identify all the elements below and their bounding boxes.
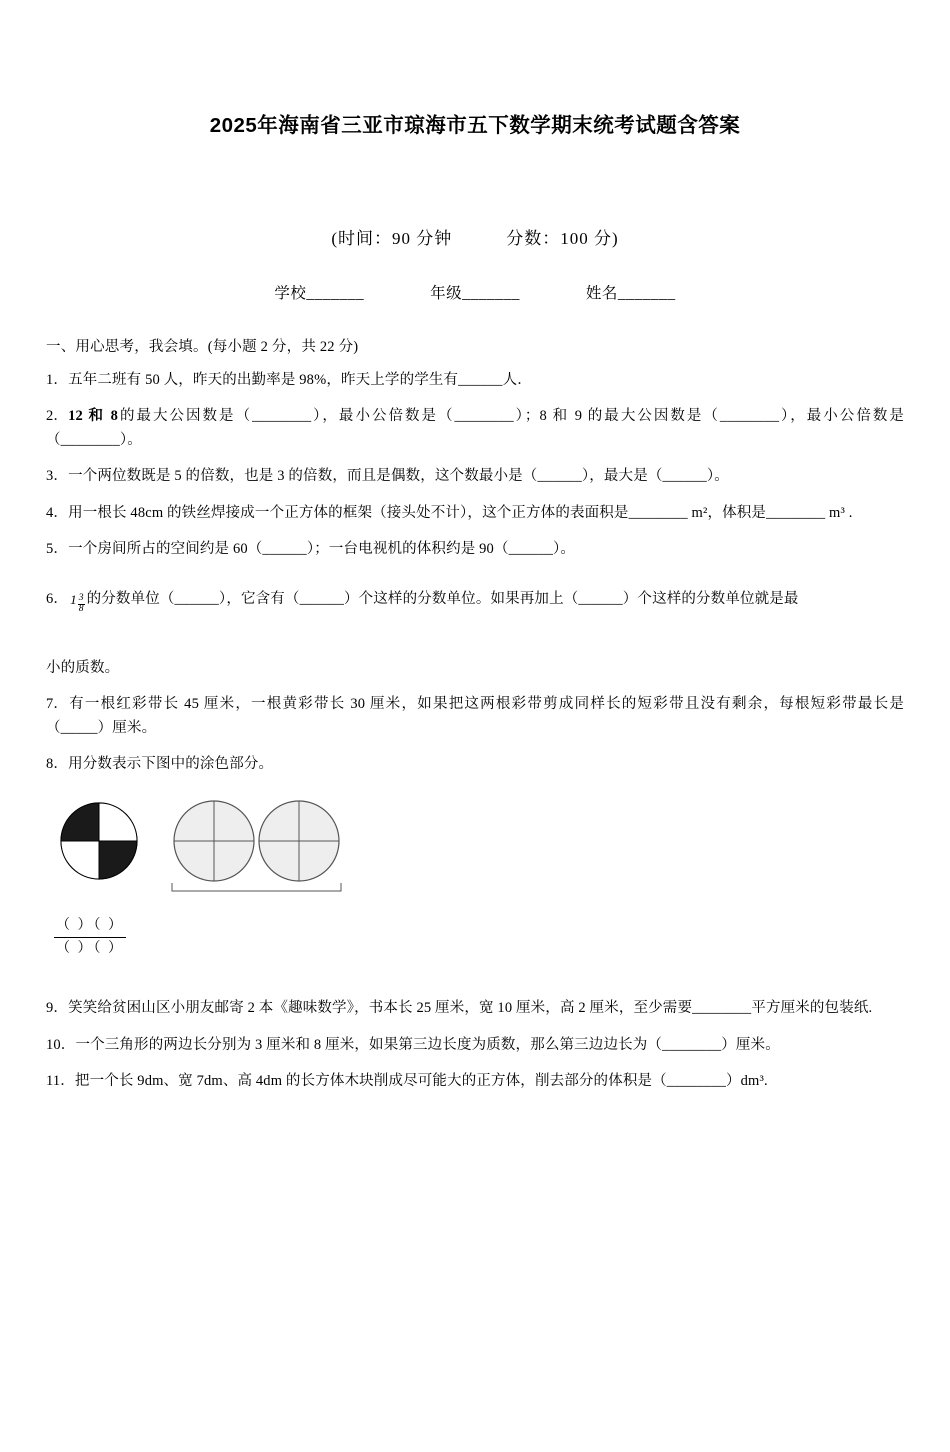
question-10: [46, 1034, 904, 1057]
question-2-text: 的最大公因数是（________），最小公倍数是（________）；8 和 9 的最大公因数是（________），最小公倍数是（________）。: [46, 408, 905, 448]
question-9-number: 9．: [46, 1000, 69, 1017]
mixed-number-whole: 1: [70, 591, 77, 607]
fraction-shading-diagram: [54, 791, 374, 901]
question-3: [46, 465, 904, 488]
question-10-number: 10．: [46, 1036, 76, 1053]
page-title: 2025年海南省三亚市琼海市五下数学期末统考试题含答案: [209, 114, 741, 137]
question-7: [46, 693, 904, 740]
exam-score-label: 分数：100 分): [506, 229, 619, 248]
exam-info-line: [46, 224, 904, 249]
student-fields: [46, 281, 904, 303]
question-1-number: 1．: [46, 372, 69, 388]
question-4: [46, 502, 904, 525]
pie-shaded-quarters: [61, 803, 137, 879]
question-7-text: 有一根红彩带长 45 厘米，一根黄彩带长 30 厘米，如果把这两根彩带剪成同样长的短彩带且没有剩余，每根短彩带最长是（_____）厘米。: [46, 696, 904, 736]
section-one-heading: 一、用心思考，我会填。(每小题 2 分，共 22 分): [46, 339, 359, 355]
field-grade: 年级_______: [430, 285, 520, 302]
question-8-text: 用分数表示下图中的涂色部分。: [68, 756, 274, 773]
question-11-number: 11．: [46, 1073, 75, 1090]
mixed-number-denominator: 8: [78, 603, 84, 614]
question-9-text: 笑笑给贫困山区小朋友邮寄 2 本《趣味数学》，书本长 25 厘米，宽 10 厘米，高 2 厘米，至少需要________平方厘米的包装纸.: [68, 1000, 873, 1017]
question-3-number: 3．: [46, 468, 69, 485]
question-2: [46, 405, 904, 452]
field-school: 学校_______: [274, 285, 365, 302]
question-4-number: 4．: [46, 504, 69, 521]
mixed-number-numerator: 3: [78, 593, 84, 604]
question-8-answer-fraction: [54, 917, 126, 959]
exam-time-label: (时间：90 分钟: [331, 229, 453, 248]
question-8-number: 8．: [46, 756, 69, 773]
question-6: [46, 588, 904, 615]
question-6-number: 6．: [46, 590, 69, 607]
question-9: [46, 997, 904, 1020]
question-8-figures: [54, 791, 904, 901]
field-name: 姓名_______: [585, 285, 676, 302]
question-5-text: 一个房间所占的空间约是 60（______）；一台电视机的体积约是 90（______）。: [68, 541, 576, 558]
question-6-continued: 小的质数。: [46, 659, 120, 676]
exam-page: [0, 108, 950, 1452]
answer-fraction-denominator: （ ）（ ）: [56, 940, 124, 956]
question-8: [46, 753, 904, 776]
question-10-text: 一个三角形的两边长分别为 3 厘米和 8 厘米，如果第三边长度为质数，那么第三边边长为（________）厘米。: [75, 1036, 780, 1053]
question-7-number: 7．: [46, 696, 69, 713]
two-circles-quartered: [172, 801, 341, 891]
question-3-text: 一个两位数既是 5 的倍数，也是 3 的倍数，而且是偶数，这个数最小是（______），最大是（______）。: [68, 468, 729, 485]
mixed-number-figure: [70, 589, 85, 615]
question-4-text: 用一根长 48cm 的铁丝焊接成一个正方体的框架（接头处不计），这个正方体的表面积是________ m²，体积是________ m³ .: [68, 504, 853, 521]
question-5: [46, 538, 904, 561]
answer-fraction-numerator: （ ）（ ）: [54, 917, 126, 938]
question-2-number: 2．: [46, 408, 69, 425]
question-11-text: 把一个长 9dm、宽 7dm、高 4dm 的长方体木块削成尽可能大的正方体，削去部分的体积是（________）dm³.: [74, 1073, 768, 1090]
question-1-text: 五年二班有 50 人，昨天的出勤率是 98%，昨天上学的学生有______人．: [68, 372, 532, 388]
question-11: [46, 1070, 904, 1093]
question-5-number: 5．: [46, 541, 69, 558]
question-6-text: 的分数单位（______），它含有（______）个这样的分数单位。如果再加上（______）个这样的分数单位就是最: [86, 590, 799, 607]
question-2-lead: 12 和 8: [68, 408, 119, 425]
question-1: [46, 369, 904, 392]
